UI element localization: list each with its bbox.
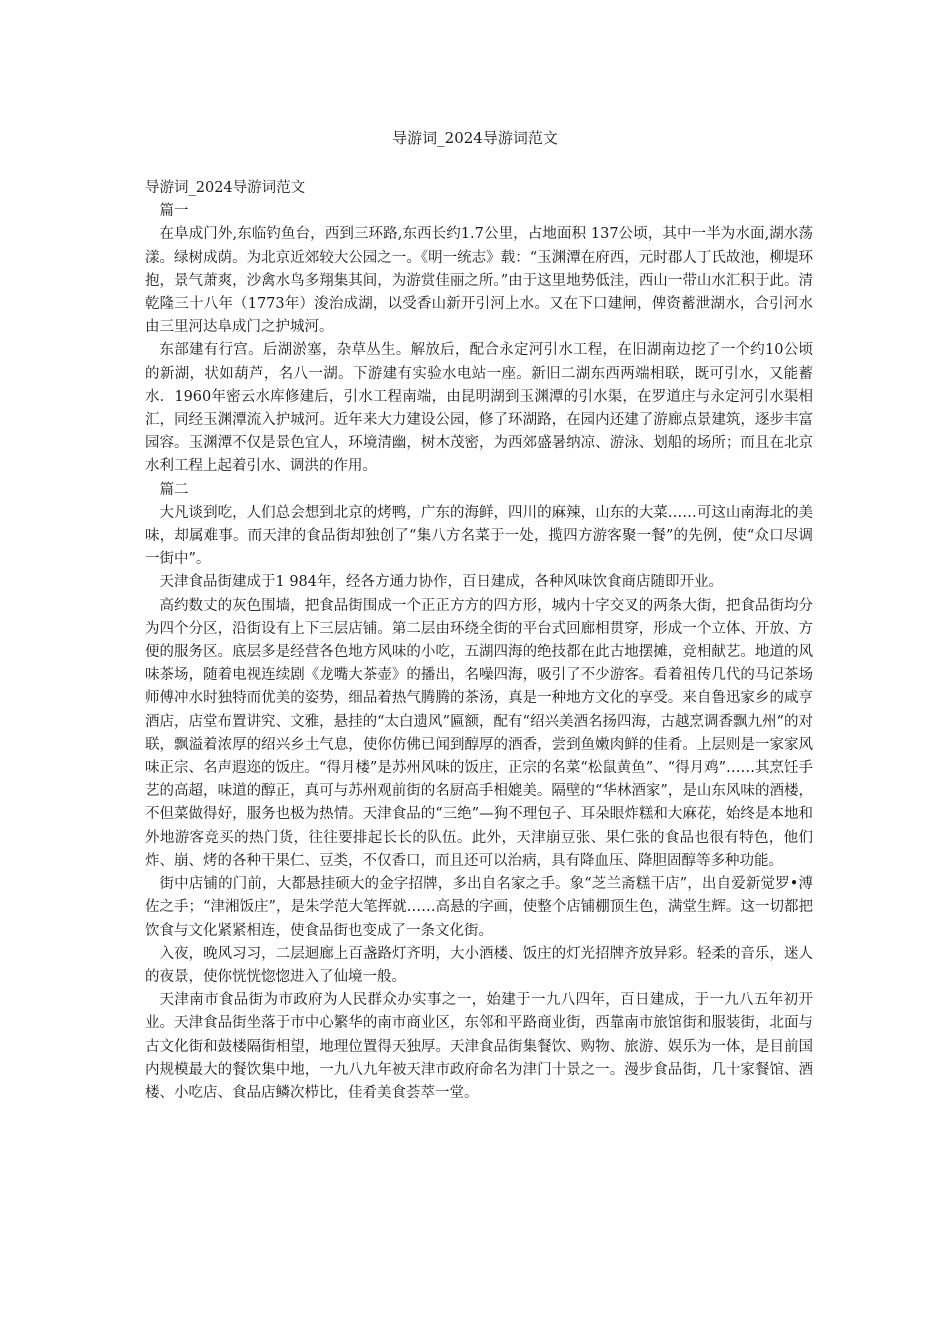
paragraph: 在阜成门外,东临钓鱼台，西到三环路,东西长约1.7公里，占地面积 137公顷，其中一半为水面,湖水荡漾。绿树成荫。为北京近郊较大公园之一。《明一统志》载：“玉渊潭在府西，元时郡人丁氏故池，柳堤环抱，景气萧爽，沙禽水鸟多翔集其间，为游赏佳丽之所。”由于这里地势低洼，西山一带山水汇积于此。清乾隆三十八年（1773年）浚治成湖，以受香山新开引河上水。又在下口建闸，俾资蓄泄湖水，合引河水由三里河达阜成门之护城河。	[145, 226, 813, 336]
section-label-2: 篇二	[159, 481, 189, 498]
paragraph: 东部建有行宫。后湖淤塞，杂草丛生。解放后，配合永定河引水工程，在旧湖南边挖了一个约10公顷的新湖，状如葫芦，名八一湖。下游建有实验水电站一座。新旧二湖东西两端相联，既可引水，又能蓄水．1960年密云水库修建后，引水工程南端，由昆明湖到玉渊潭的引水渠，在罗道庄与永定河引水渠相汇，同经玉渊潭流入护城河。近年来大力建设公园，修了环湖路，在园内还建了游廊点景建筑，逐步丰富园容。玉渊潭不仅是景色宜人，环境清幽，树木茂密，为西郊盛暑纳凉、游泳、划船的场所；而且在北京水利工程上起着引水、调洪的作用。	[145, 342, 813, 475]
paragraph: 街中店铺的门前，大都悬挂硕大的金字招牌，多出自名家之手。象“芝兰斋糕干店”，出自爱新觉罗•溥佐之手；“津湘饭庄”，是朱学范大笔挥就……高悬的字画，使整个店铺棚顶生色，满堂生辉。这一切都把饮食与文化紧紧相连，使食品街也变成了一条文化街。	[145, 876, 813, 939]
section-label-1: 篇一	[159, 203, 189, 220]
paragraph: 入夜，晚风习习，二层迴廊上百盏路灯齐明，大小酒楼、饭庄的灯光招牌齐放异彩。轻柔的音乐，迷人的夜景，使你恍恍惚惚进入了仙境一般。	[145, 945, 813, 985]
paragraph: 大凡谈到吃，人们总会想到北京的烤鸭，广东的海鲜，四川的麻辣，山东的大菜……可这山南海北的美味，却属难事。而天津的食品街却独创了“集八方名菜于一处，揽四方游客聚一餐”的先例，使“众口尽调一街中”。	[145, 504, 813, 568]
paragraph: 天津食品街建成于1 984年，经各方通力协作，百日建成，各种风味饮食商店随即开业。	[159, 574, 724, 591]
paragraph: 高约数丈的灰色围墙，把食品街围成一个正正方方的四方形，城内十字交叉的两条大街，把食品街均分为四个分区，沿街设有上下三层店铺。第二层由环绕全街的平台式回廊相贯穿，形成一个立体、开放、方便的服务区。底层多是经营各色地方风味的小吃，五湖四海的绝技都在此古地摆摊，竞相献艺。地道的风味茶场，随着电视连续剧《龙嘴大茶壶》的播出，名噪四海，吸引了不少游客。看着祖传几代的马记茶场师傅冲水时独特而优美的姿势，细品着热气腾腾的茶汤，真是一种地方文化的享受。来自鲁迅家乡的咸亨酒店，店堂布置讲究、文雅，悬挂的“太白遗风”匾额，配有“绍兴美酒名扬四海，古越烹调香飘九州”的对联，飘溢着浓厚的绍兴乡土气息，使你仿佛已闻到醇厚的酒香，尝到鱼嫩肉鲜的佳肴。上层则是一家家风味正宗、名声遐迩的饭庄。“得月楼”是苏州风味的饭庄，正宗的名菜“松鼠黄鱼”、“得月鸡”……其烹饪手艺的高超，味道的醇正，真可与苏州观前街的名厨高手相媲美。隔壁的“华林酒家”，是山东风味的酒楼，不但菜做得好，服务也极为热情。天津食品的“三绝”—狗不理包子、耳朵眼炸糕和大麻花，始终是本地和外地游客竞买的热门货，往往要排起长长的队伍。此外，天津崩豆张、果仁张的食品也很有特色，他们炸、崩、烤的各种干果仁、豆类，不仅香口，而且还可以治病，具有降血压、降胆固醇等多种功能。	[145, 597, 813, 869]
document-title: 导游词_2024导游词范文	[392, 129, 558, 147]
paragraph: 天津南市食品街为市政府为人民群众办实事之一，始建于一九八四年，百日建成，于一九八五年初开业。天津食品街坐落于市中心繁华的南市商业区，东邻和平路商业街，西靠南市旅馆街和服装街，北面与古文化街和鼓楼隔街相望，地理位置得天独厚。天津食品街集餐饮、购物、旅游、娱乐为一体，是目前国内规模最大的餐饮集中地，一九八九年被天津市政府命名为津门十景之一。漫步食品街，几十家餐馆、酒楼、小吃店、食品店鳞次栉比，佳肴美食荟萃一堂。	[145, 992, 813, 1101]
document-body	[145, 177, 813, 1105]
document-subtitle: 导游词_2024导游词范文	[145, 180, 306, 196]
